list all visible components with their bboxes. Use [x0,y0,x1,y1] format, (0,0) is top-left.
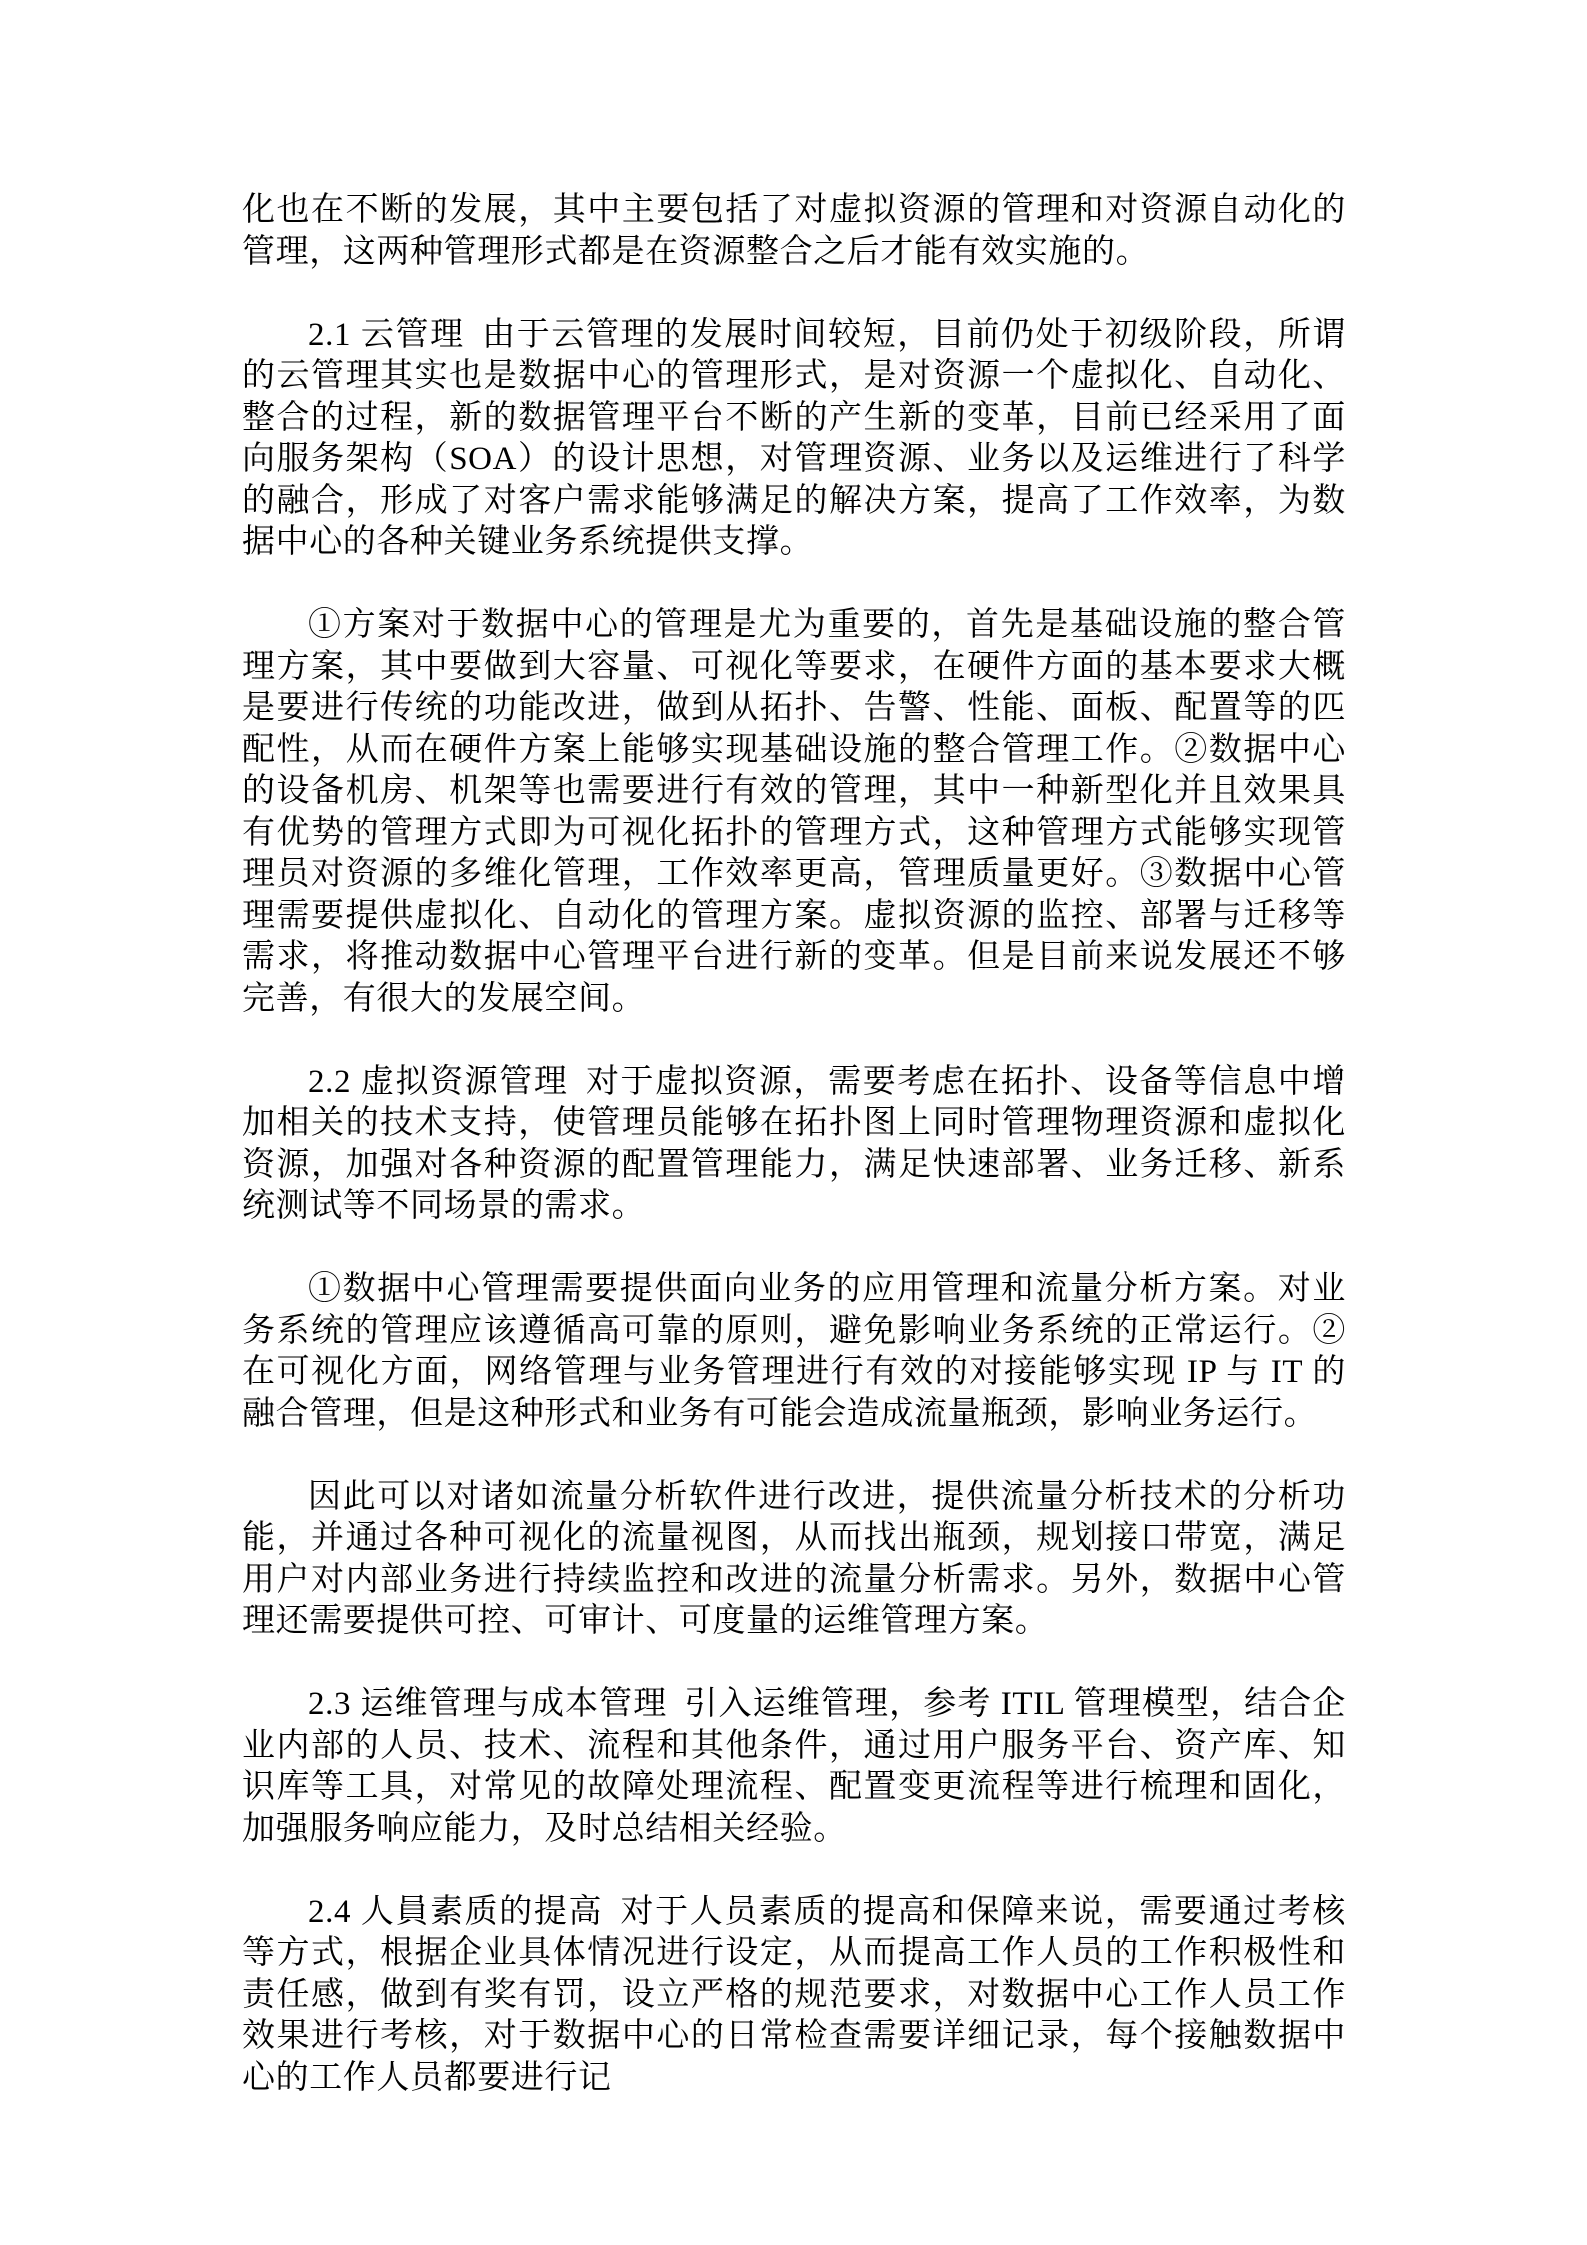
paragraph-text: 对于人员素质的提高和保障来说，需要通过考核等方式，根据企业具体情况进行设定，从而提高工作人员的工作积极性和责任感，做到有奖有罚，设立严格的规范要求，对数据中心工作人员工作效果进行考核，对于数据中心的日常检查需要详细记录，每个接触数据中心的工作人员都要进行记 [242,1893,1346,2096]
section-heading-2-2: 2.2 虚拟资源管理 [308,1063,569,1100]
paragraph-text: 化也在不断的发展，其中主要包括了对虚拟资源的管理和对资源自动化的管理，这两种管理形式都是在资源整合之后才能有效实施的。 [242,192,1346,270]
section-heading-2-4: 2.4 人員素质的提高 [308,1893,604,1930]
section-heading-2-1: 2.1 云管理 [308,316,465,353]
paragraph-intro-continuation [242,190,1346,273]
document-page [242,190,1346,2141]
paragraph-section-2-2-points [242,1269,1346,1435]
paragraph-section-2-2-conclusion [242,1477,1346,1643]
paragraph-text: ①方案对于数据中心的管理是尤为重要的，首先是基础设施的整合管理方案，其中要做到大容量、可视化等要求，在硬件方面的基本要求大概是要进行传统的功能改进，做到从拓扑、告警、性能、面板、配置等的匹配性，从而在硬件方案上能够实现基础设施的整合管理工作。②数据中心的设备机房、机架等也需要进行有效的管理，其中一种新型化并且效果具有优势的管理方式即为可视化拓扑的管理方式，这种管理方式能够实现管理员对资源的多维化管理，工作效率更高，管理质量更好。③数据中心管理需要提供虚拟化、自动化的管理方案。虚拟资源的监控、部署与迁移等需求，将推动数据中心管理平台进行新的变革。但是目前来说发展还不够完善，有很大的发展空间。 [242,607,1346,1017]
paragraph-section-2-4 [242,1892,1346,2100]
paragraph-text: ①数据中心管理需要提供面向业务的应用管理和流量分析方案。对业务系统的管理应该遵循高可靠的原则，避免影响业务系统的正常运行。②在可视化方面，网络管理与业务管理进行有效的对接能够实现 IP 与 IT 的融合管理，但是这种形式和业务有可能会造成流量瓶颈，影响业务运行。 [242,1271,1346,1432]
paragraph-text: 由于云管理的发展时间较短，目前仍处于初级阶段，所谓的云管理其实也是数据中心的管理形式，是对资源一个虚拟化、自动化、整合的过程，新的数据管理平台不断的产生新的变革，目前已经采用了面向服务架构（SOA）的设计思想，对管理资源、业务以及运维进行了科学的融合，形成了对客户需求能够满足的解决方案，提高了工作效率，为数据中心的各种关键业务系统提供支撑。 [242,316,1346,560]
paragraph-section-2-2 [242,1062,1346,1228]
paragraph-section-2-3 [242,1684,1346,1850]
paragraph-text: 对于虚拟资源，需要考虑在拓扑、设备等信息中增加相关的技术支持，使管理员能够在拓扑图上同时管理物理资源和虚拟化资源，加强对各种资源的配置管理能力，满足快速部署、业务迁移、新系统测试等不同场景的需求。 [242,1063,1346,1224]
paragraph-text: 引入运维管理，参考 ITIL 管理模型，结合企业内部的人员、技术、流程和其他条件，通过用户服务平台、资产库、知识库等工具，对常见的故障处理流程、配置变更流程等进行梳理和固化，加强服务响应能力，及时总结相关经验。 [242,1686,1346,1847]
paragraph-text: 因此可以对诸如流量分析软件进行改进，提供流量分析技术的分析功能，并通过各种可视化的流量视图，从而找出瓶颈，规划接口带宽，满足用户对内部业务进行持续监控和改进的流量分析需求。另外，数据中心管理还需要提供可控、可审计、可度量的运维管理方案。 [242,1478,1346,1639]
paragraph-section-2-1 [242,315,1346,564]
section-heading-2-3: 2.3 运维管理与成本管理 [308,1686,668,1722]
paragraph-section-2-1-points [242,605,1346,1020]
